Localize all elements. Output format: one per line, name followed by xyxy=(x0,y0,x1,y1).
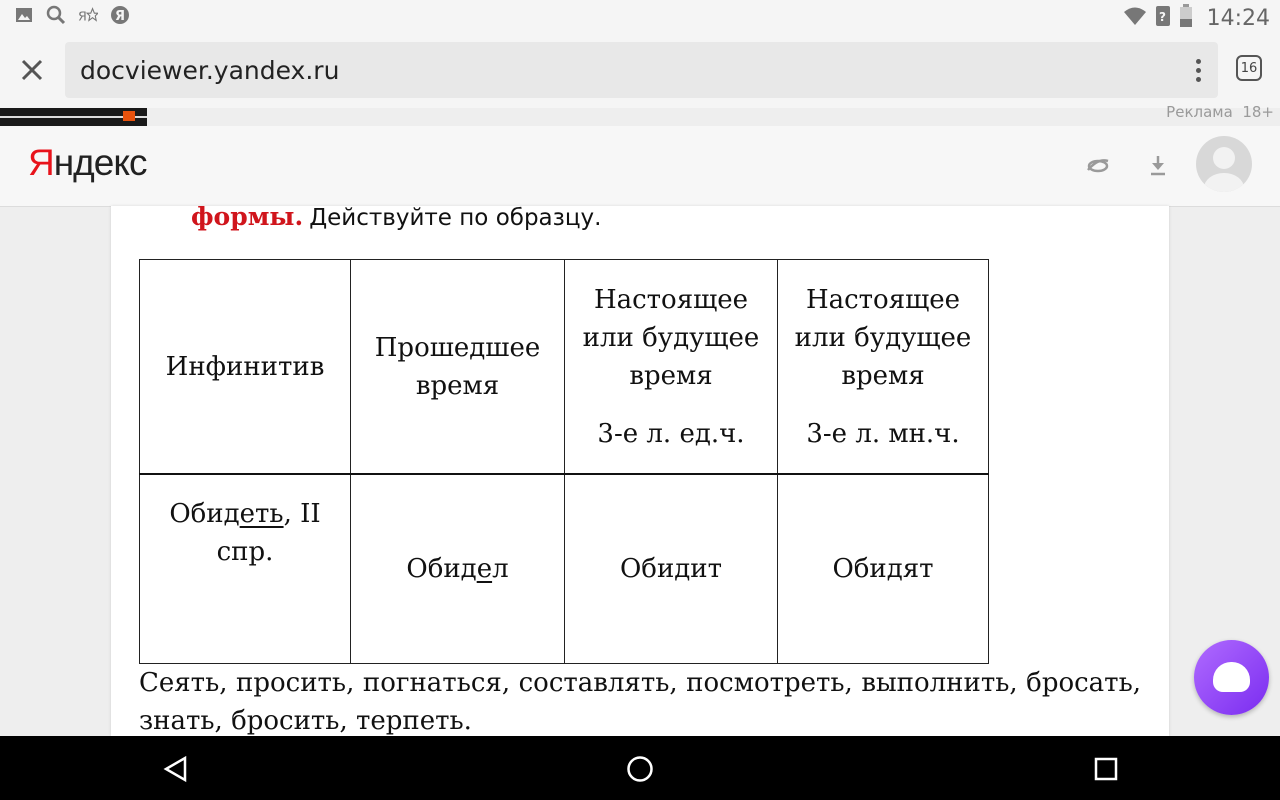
ad-strip xyxy=(0,103,1280,126)
svg-text:Я: Я xyxy=(115,9,126,24)
home-icon xyxy=(625,754,655,784)
clock: 14:24 xyxy=(1206,5,1270,31)
table-header-row xyxy=(140,260,989,475)
header-past-tense: Прошедшее время xyxy=(351,260,565,475)
menu-kebab-icon[interactable] xyxy=(1188,54,1208,86)
status-bar xyxy=(0,0,1280,34)
browser-toolbar xyxy=(0,34,1280,109)
task-intro xyxy=(191,202,601,231)
verb-list: Сеять, просить, погнаться, составлять, посмотреть, выполнить, бросать, знать, бросить, терпеть. xyxy=(139,668,1141,736)
download-button[interactable] xyxy=(1146,152,1172,178)
table-row xyxy=(140,474,989,664)
docviewer-header xyxy=(0,126,1280,207)
tabs-counter-button[interactable]: 16 xyxy=(1236,55,1262,81)
system-nav-bar xyxy=(0,736,1280,800)
wifi-icon xyxy=(1123,6,1147,30)
svg-text:Я: Я xyxy=(78,8,87,24)
address-bar[interactable] xyxy=(65,42,1218,98)
age-rating: 18+ xyxy=(1242,103,1274,121)
recents-icon xyxy=(1091,754,1121,784)
ad-thumbnail[interactable] xyxy=(0,108,147,126)
image-icon xyxy=(14,5,34,25)
ad-label: Реклама 18+ xyxy=(1166,103,1274,121)
home-button[interactable] xyxy=(625,754,655,784)
svg-text:?: ? xyxy=(1158,10,1166,24)
yandex-star-icon xyxy=(78,5,98,25)
recents-button[interactable] xyxy=(1091,754,1121,784)
close-icon xyxy=(21,59,43,81)
intro-bold: формы. xyxy=(191,202,304,231)
back-icon xyxy=(161,754,191,784)
save-to-disk-button[interactable] xyxy=(1085,152,1111,178)
verb-forms-table xyxy=(139,259,989,664)
yandex-y-icon xyxy=(110,5,130,25)
yandex-logo[interactable]: Яндекс xyxy=(28,142,147,183)
alice-assistant-button[interactable] xyxy=(1194,640,1269,715)
url-text[interactable]: docviewer.yandex.ru xyxy=(80,56,340,85)
back-button[interactable] xyxy=(161,754,191,784)
download-icon xyxy=(1146,152,1170,178)
user-avatar[interactable] xyxy=(1196,136,1252,192)
header-present-plural: Настоящее или будущее время 3-е л. мн.ч. xyxy=(778,260,989,475)
alice-icon xyxy=(1213,662,1250,692)
cell-past: Обидел xyxy=(351,474,565,664)
disk-icon xyxy=(1085,152,1111,178)
cell-present-plural: Обидят xyxy=(778,474,989,664)
no-signal-icon xyxy=(1155,5,1171,31)
cell-infinitive: Обидеть, II спр. xyxy=(140,474,351,664)
header-infinitive: Инфинитив xyxy=(140,260,351,475)
document-page xyxy=(111,202,1169,736)
intro-text: Действуйте по образцу. xyxy=(309,205,602,231)
user-icon xyxy=(1196,136,1252,192)
header-present-singular: Настоящее или будущее время 3-е л. ед.ч. xyxy=(565,260,778,475)
search-icon xyxy=(46,5,66,25)
close-tab-button[interactable] xyxy=(14,52,50,88)
battery-icon xyxy=(1179,4,1193,32)
cell-present-singular: Обидит xyxy=(565,474,778,664)
